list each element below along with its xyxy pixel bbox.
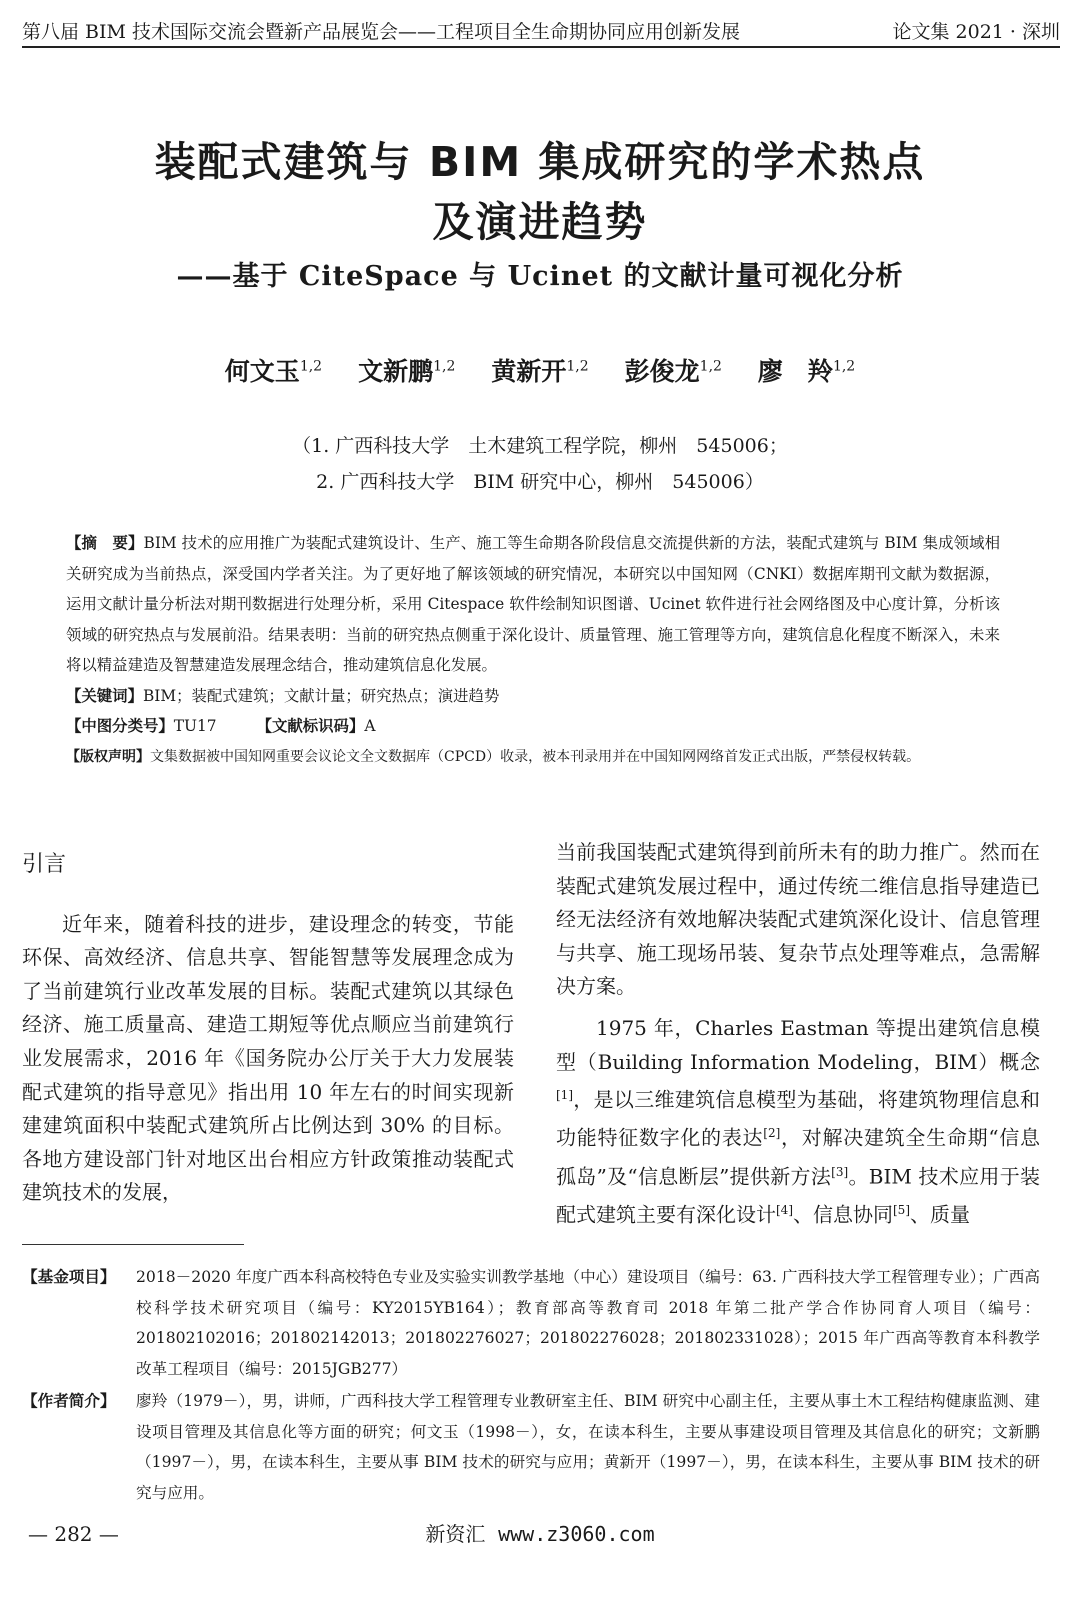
running-head-right: 论文集 2021 · 深圳	[892, 20, 1060, 43]
running-head	[22, 14, 1060, 48]
paper-title-line1: 装配式建筑与 BIM 集成研究的学术热点	[154, 138, 926, 186]
abstract-block	[66, 528, 1000, 772]
body-paragraph: 近年来，随着科技的进步，建设理念的转变，节能环保、高效经济、信息共享、智能智慧等发展理念成为了当前建筑行业改革发展的目标。装配式建筑以其绿色经济、施工质量高、建造工期短等优点顺应当前建筑行业发展需求，2016 年《国务院办公厅关于大力发展装配式建筑的指导意见》指出用 10 年左右的时间实现新建建筑面积中装配式建筑所占比例达到 30% 的目标。各地方建设部门针对地区出台相应方针政策推动装配式建筑技术的发展，	[22, 911, 514, 1205]
title-block	[0, 132, 1080, 293]
section-title-introduction: 引言	[22, 852, 67, 877]
citation: [3]	[831, 1164, 849, 1179]
page-number: — 282 —	[28, 1522, 119, 1546]
footnote-divider	[22, 1244, 244, 1245]
author: 文新鹏$^{1,2}$	[358, 357, 456, 386]
keywords: 【关键词】BIM；装配式建筑；文献计量；研究热点；演进趋势	[66, 686, 500, 705]
body-paragraph: 当前我国装配式建筑得到前所未有的助力推广。然而在装配式建筑发展过程中，通过传统二维信息指导建造已经无法经济有效地解决装配式建筑深化设计、信息管理与共享、施工现场吊装、复杂节点处理等难点，急需解决方案。	[556, 840, 1040, 999]
paper-subtitle: ——基于 CiteSpace 与 Ucinet 的文献计量可视化分析	[176, 261, 904, 292]
affiliation-line: 2. 广西科技大学 BIM 研究中心，柳州 545006）	[316, 471, 764, 493]
body-paragraph: 1975 年，Charles Eastman 等提出建筑信息模型（Building Information Modeling，BIM）概念[1]，是以三维建筑信息模型为基础，将建筑物理信息和功能特征数字化的表达[2]，对解决建筑全生命期“信息孤岛”及“信息断层”提供新方法[3]。BIM 技术应用于装配式建筑主要有深化设计[4]、信息协同[5]、质量	[556, 1015, 1040, 1227]
footnote-funding: 【基金项目】 2018－2020 年度广西本科高校特色专业及实验实训教学基地（中心）建设项目（编号：63. 广西科技大学工程管理专业）；广西高校科学技术研究项目（编号：KY2015YB164）；教育部高等教育司 2018 年第二批产学合作协同育人项目（编号：201802102016；201802142013；201802276027；201802276028；201802331028）；2015 年广西高等教育本科教学改革工程项目（编号：2015JGB277）	[22, 1268, 1040, 1378]
footnote-author-bio: 【作者简介】 廖羚（1979－），男，讲师，广西科技大学工程管理专业教研室主任、BIM 研究中心副主任，主要从事土木工程结构健康监测、建设项目管理及其信息化等方面的研究；何文玉（1998－），女，在读本科生，主要从事建设项目管理及其信息化的研究；文新鹏（1997－），男，在读本科生，主要从事 BIM 技术的研究与应用；黄新开（1997－），男，在读本科生，主要从事 BIM 技术的研究与应用。	[22, 1392, 1040, 1502]
classification: 【中图分类号】TU17 【文献标识码】A	[66, 717, 376, 735]
copyright: 【版权声明】文集数据被中国知网重要会议论文全文数据库（CPCD）收录，被本刊录用并在中国知网网络首发正式出版，严禁侵权转载。	[66, 748, 921, 765]
citation: [2]	[763, 1126, 781, 1141]
author: 何文玉$^{1,2}$	[224, 357, 323, 386]
watermark: 新资汇 www.z3060.com	[425, 1522, 655, 1546]
running-head-left: 第八届 BIM 技术国际交流会暨新产品展览会——工程项目全生命期协同应用创新发展	[22, 20, 741, 43]
citation: [5]	[893, 1202, 910, 1217]
affiliation-line: （1. 广西科技大学 土木建筑工程学院，柳州 545006；	[292, 435, 788, 457]
affiliations	[0, 428, 1080, 500]
body-right-column	[556, 836, 1040, 1232]
author: 黄新开$^{1,2}$	[491, 357, 589, 386]
body-left-column	[22, 836, 514, 1210]
citation: [1]	[556, 1088, 573, 1103]
author: 廖 羚$^{1,2}$	[757, 357, 856, 386]
paper-title-line2: 及演进趋势	[432, 198, 648, 246]
footnotes	[22, 1262, 1040, 1510]
citation: [4]	[776, 1202, 793, 1217]
author-list	[0, 352, 1080, 388]
abstract: 【摘 要】BIM 技术的应用推广为装配式建筑设计、生产、施工等生命期各阶段信息交流提供新的方法，装配式建筑与 BIM 集成领域相关研究成为当前热点，深受国内学者关注。为了更好地了解该领域的研究情况，本研究以中国知网（CNKI）数据库期刊文献为数据源，运用文献计量分析法对期刊数据进行处理分析，采用 Citespace 软件绘制知识图谱、Ucinet 软件进行社会网络图及中心度计算，分析该领域的研究热点与发展前沿。结果表明：当前的研究热点侧重于深化设计、质量管理、施工管理等方向，建筑信息化程度不断深入，未来将以精益建造及智慧建造发展理念结合，推动建筑信息化发展。	[66, 534, 1000, 674]
author: 彭俊龙$^{1,2}$	[624, 357, 722, 386]
